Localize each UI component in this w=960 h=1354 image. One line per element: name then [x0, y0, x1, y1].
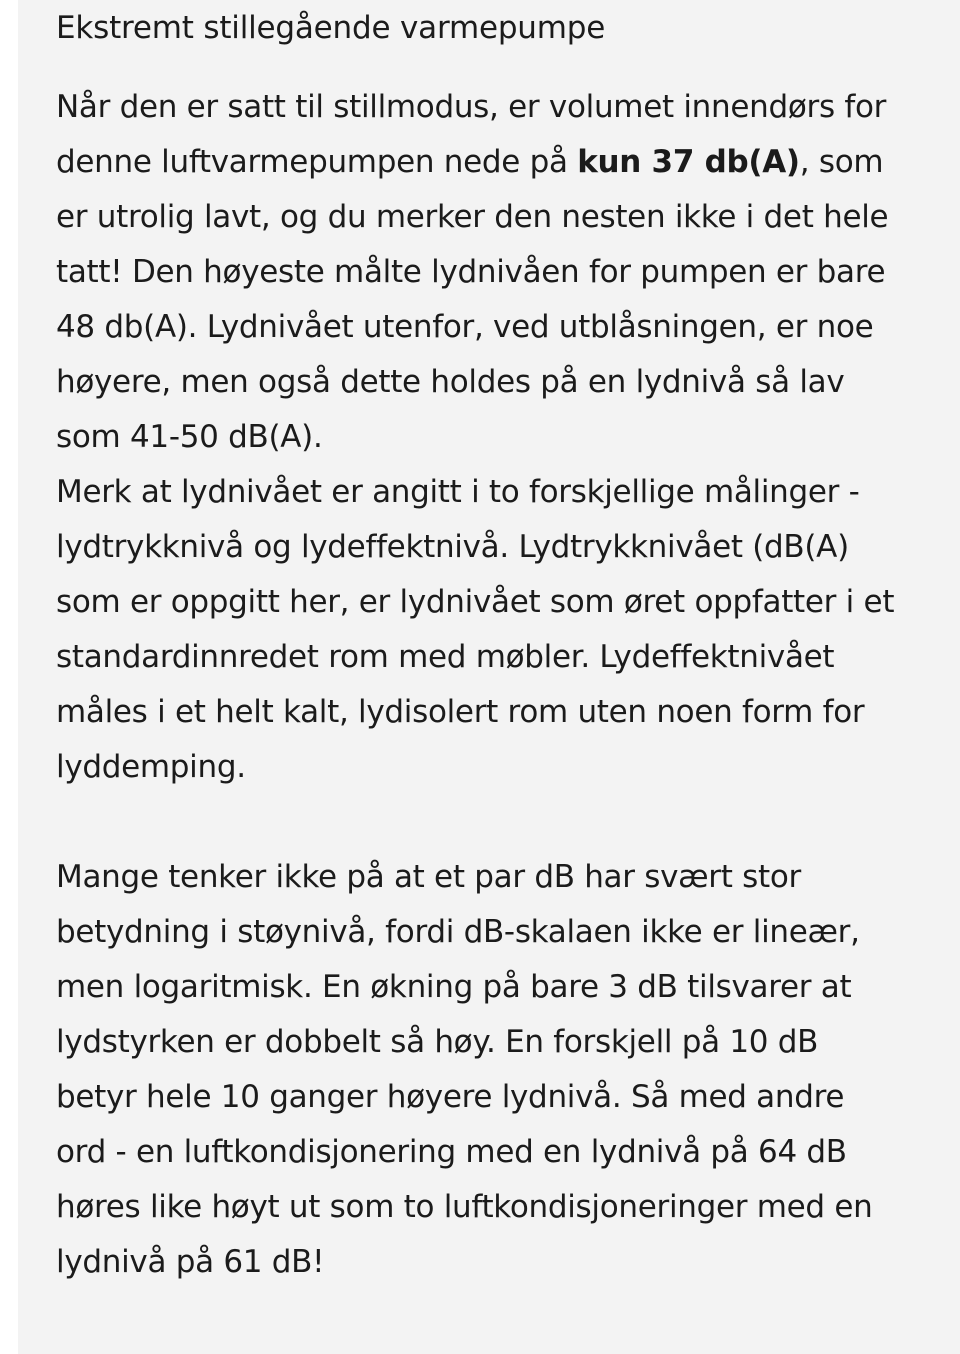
- text-line: [56, 135, 960, 190]
- text-line: måles i et helt kalt, lydisolert rom uten noen form for: [56, 694, 865, 730]
- text-line: ord - en luftkondisjonering med en lydnivå på 64 dB: [56, 1134, 847, 1170]
- text-line: Merk at lydnivået er angitt i to forskjellige målinger -: [56, 474, 860, 510]
- highlight-noise-value: kun 37 db(A): [577, 144, 800, 180]
- text-line: er utrolig lavt, og du merker den nesten ikke i det hele: [56, 199, 889, 235]
- text-line: Mange tenker ikke på at et par dB har svært stor: [56, 859, 801, 895]
- text-line: som er oppgitt her, er lydnivået som øret oppfatter i et: [56, 584, 895, 620]
- text-line: høres like høyt ut som to luftkondisjoneringer med en: [56, 1189, 873, 1225]
- text-fragment: denne luftvarmepumpen nede på: [56, 144, 578, 180]
- text-line: tatt! Den høyeste målte lydnivåen for pumpen er bare: [56, 254, 886, 290]
- text-line: lydnivå på 61 dB!: [56, 1244, 325, 1280]
- text-line: lydstyrken er dobbelt så høy. En forskjell på 10 dB: [56, 1024, 819, 1060]
- text-line: betyr hele 10 ganger høyere lydnivå. Så med andre: [56, 1079, 845, 1115]
- paragraph-db-scale: [56, 850, 960, 1290]
- text-fragment: , som: [799, 144, 884, 180]
- paragraph-noise-levels: [56, 80, 960, 795]
- text-line: Når den er satt til stillmodus, er volumet innendørs for: [56, 89, 887, 125]
- content-panel: [18, 0, 960, 1354]
- text-line: standardinnredet rom med møbler. Lydeffektnivået: [56, 639, 835, 675]
- text-line: høyere, men også dette holdes på en lydnivå så lav: [56, 364, 845, 400]
- text-line: 48 db(A). Lydnivået utenfor, ved utblåsningen, er noe: [56, 309, 874, 345]
- text-line: lyddemping.: [56, 749, 246, 785]
- text-line: som 41-50 dB(A).: [56, 419, 323, 455]
- text-line: betydning i støynivå, fordi dB-skalaen ikke er lineær,: [56, 914, 860, 950]
- section-heading: Ekstremt stillegående varmepumpe: [56, 10, 606, 46]
- text-line: lydtrykknivå og lydeffektnivå. Lydtrykknivået (dB(A): [56, 529, 849, 565]
- text-line: men logaritmisk. En økning på bare 3 dB tilsvarer at: [56, 969, 852, 1005]
